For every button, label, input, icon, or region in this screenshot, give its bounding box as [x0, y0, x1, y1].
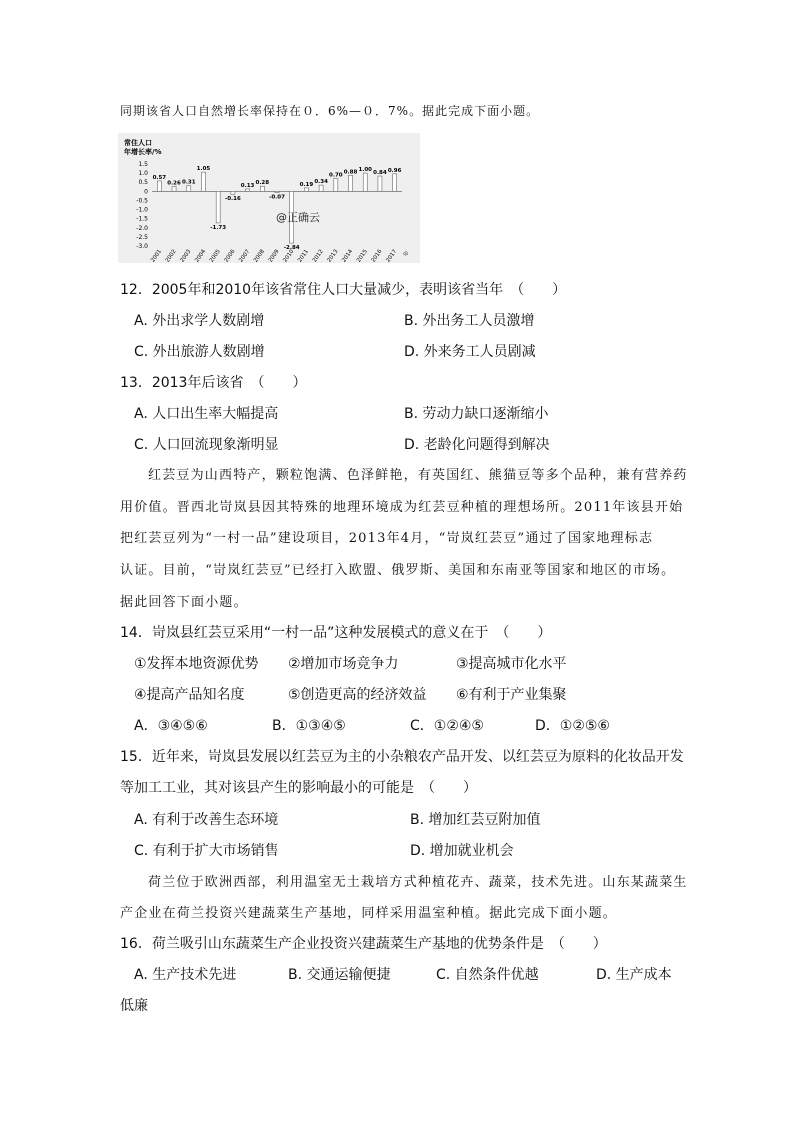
q15-option-a[interactable]: A. 有利于改善生态环境 [134, 812, 279, 828]
chart-bar [393, 174, 397, 191]
q14-option-b[interactable]: B．①③④⑤ [272, 718, 346, 734]
chart-data-label: 0.13 [240, 182, 255, 189]
chart-x-unit: 年 [402, 250, 411, 259]
chart-xtick-label: 2016 [370, 248, 384, 263]
chart-data-label: 0.57 [152, 174, 167, 181]
q16-stem: 16．荷兰吸引山东蔬菜生产企业投资兴建蔬菜生产基地的优势条件是 （ ） [120, 936, 607, 952]
chart-bar [378, 176, 382, 191]
chart-bar [304, 188, 308, 191]
chart-data-label: 0.31 [181, 179, 196, 186]
chart-bar [275, 191, 279, 192]
chart-bar [246, 189, 250, 191]
chart-data-label: -1.73 [210, 224, 227, 231]
chart-xtick-label: 2008 [252, 248, 266, 263]
passage2-line2: 用价值。晋西北岢岚县因其特殊的地理环境成为红芸豆种植的理想场所。2011年该县开始 [120, 500, 684, 515]
chart-xtick-label: 2009 [267, 248, 281, 263]
chart-xtick-label: 2007 [238, 248, 252, 263]
chart-data-label: -0.16 [224, 196, 241, 203]
chart-ytick-label: 0.5 [138, 179, 148, 187]
passage2-line1: 红芸豆为山西特产，颗粒饱满、色泽鲜艳，有英国红、熊猫豆等多个品种，兼有营养药 [148, 468, 688, 483]
population-growth-chart [118, 133, 420, 263]
q12-option-c[interactable]: C. 外出旅游人数剧增 [134, 344, 265, 360]
chart-data-label: -2.84 [283, 245, 300, 252]
passage2-line5: 据此回答下面小题。 [120, 595, 248, 610]
chart-xtick-label: 2006 [223, 248, 237, 263]
chart-xtick-label: 2003 [179, 248, 193, 263]
q14-option-c[interactable]: C．①②④⑤ [410, 718, 484, 734]
chart-ytick-label: -2.0 [136, 224, 148, 232]
chart-ytick-label: -2.5 [136, 233, 148, 241]
q13-option-a[interactable]: A. 人口出生率大幅提高 [134, 406, 279, 422]
q14-item-1: ①发挥本地资源优势 [134, 656, 259, 672]
chart-data-label: 0.28 [255, 180, 270, 187]
chart-bar [201, 172, 205, 191]
q15-option-b[interactable]: B. 增加红芸豆附加值 [410, 812, 541, 828]
chart-xtick-label: 2004 [194, 248, 208, 263]
q15-stem-line2: 等加工工业，其对该县产生的影响最小的可能是 （ ） [120, 780, 477, 796]
chart-ytick-label: 0 [144, 188, 148, 196]
chart-data-label: 0.84 [373, 170, 387, 177]
passage2-line4: 认证。目前，“岢岚红芸豆”已经打入欧盟、俄罗斯、美国和东南亚等国家和地区的市场。 [120, 563, 676, 578]
passage3-line1: 荷兰位于欧洲西部，利用温室无土栽培方式种植花卉、蔬菜，技术先进。山东某蔬菜生 [148, 875, 688, 890]
chart-bar [157, 181, 161, 191]
chart-bar [172, 187, 176, 192]
chart-ylabel-line2: 年增长率/% [124, 148, 162, 156]
chart-bar [187, 186, 191, 192]
chart-bar [231, 191, 235, 194]
q14-stem: 14．岢岚县红芸豆采用“一村一品”这种发展模式的意义在于 （ ） [120, 625, 552, 641]
q15-option-c[interactable]: C. 有利于扩大市场销售 [134, 843, 279, 859]
q14-item-3: ③提高城市化水平 [456, 656, 567, 672]
chart-ytick-label: -1.0 [136, 206, 148, 214]
q12-option-d[interactable]: D. 外来务工人员剧减 [404, 344, 536, 360]
passage3-line2: 产企业在荷兰投资兴建蔬菜生产基地，同样采用温室种植。据此完成下面小题。 [120, 906, 618, 921]
chart-data-label: 0.19 [299, 181, 314, 188]
chart-xtick-label: 2012 [311, 248, 325, 263]
q16-option-d-continued: 低廉 [120, 998, 148, 1014]
q12-option-b[interactable]: B. 外出务工人员激增 [404, 313, 535, 329]
q14-item-2: ②增加市场竞争力 [288, 656, 399, 672]
q14-option-a[interactable]: A．③④⑤⑥ [134, 718, 208, 734]
passage2-line3: 把红芸豆列为“一村一品”建设项目，2013年4月，“岢岚红芸豆”通过了国家地理标志 [120, 531, 654, 546]
chart-bar [319, 185, 323, 191]
q14-item-6: ⑥有利于产业集聚 [456, 687, 567, 703]
q16-option-d[interactable]: D. 生产成本 [596, 967, 672, 983]
chart-ytick-label: -3.0 [136, 243, 148, 250]
chart-watermark: @正确云 [276, 211, 320, 224]
chart-xtick-label: 2001 [150, 248, 163, 263]
q15-stem-line1: 15．近年来，岢岚县发展以红芸豆为主的小杂粮农产品开发、以红芸豆为原料的化妆品开发 [120, 749, 684, 765]
chart-data-label: 0.96 [387, 167, 402, 174]
chart-data-label: 1.05 [196, 166, 211, 173]
chart-data-label: 0.34 [314, 179, 328, 186]
chart-bar [260, 186, 264, 191]
q16-option-c[interactable]: C. 自然条件优越 [436, 967, 539, 983]
chart-ytick-label: -1.5 [136, 215, 148, 223]
q13-stem: 13．2013年后该省 （ ） [120, 375, 307, 391]
chart-bar [363, 173, 367, 191]
chart-xtick-label: 2014 [341, 248, 355, 263]
chart-data-label: 0.26 [167, 180, 181, 187]
chart-data-label: 1.00 [358, 167, 373, 174]
chart-xtick-label: 2013 [326, 248, 340, 263]
chart-xtick-label: 2017 [385, 248, 399, 263]
chart-data-label: 0.88 [343, 169, 358, 176]
intro-text: 同期该省人口自然增长率保持在０．6%—０．7%。据此完成下面小题。 [120, 104, 540, 118]
chart-bar [349, 175, 353, 191]
q15-option-d[interactable]: D. 增加就业机会 [410, 843, 514, 859]
q14-item-4: ④提高产品知名度 [134, 687, 245, 703]
chart-xtick-label: 2002 [164, 248, 178, 263]
chart-ytick-label: 1.5 [138, 161, 148, 168]
q13-option-b[interactable]: B. 劳动力缺口逐渐缩小 [404, 406, 549, 422]
chart-ylabel-line1: 常住人口 [124, 139, 152, 147]
q12-option-a[interactable]: A. 外出求学人数剧增 [134, 313, 265, 329]
chart-bar [334, 179, 338, 192]
q16-option-a[interactable]: A. 生产技术先进 [134, 967, 237, 983]
q12-stem: 12．2005年和2010年该省常住人口大量减少，表明该省当年 （ ） [120, 282, 567, 298]
chart-xtick-label: 2015 [355, 248, 369, 263]
chart-data-label: -0.07 [269, 194, 285, 201]
chart-bar [216, 191, 220, 223]
chart-ytick-label: -0.5 [136, 197, 148, 205]
chart-xtick-label: 2005 [208, 248, 222, 263]
q14-option-d[interactable]: D．①②⑤⑥ [535, 718, 610, 734]
q13-option-d[interactable]: D. 老龄化问题得到解决 [404, 437, 550, 453]
chart-xtick-label: 2011 [297, 248, 311, 263]
chart-data-label: 0.70 [329, 172, 343, 179]
q13-option-c[interactable]: C. 人口回流现象渐明显 [134, 437, 279, 453]
q14-item-5: ⑤创造更高的经济效益 [288, 687, 427, 703]
chart-ytick-label: 1.0 [138, 170, 148, 178]
chart-xtick-label: 2010 [282, 248, 296, 263]
chart-svg [118, 133, 420, 263]
q16-option-b[interactable]: B. 交通运输便捷 [288, 967, 391, 983]
